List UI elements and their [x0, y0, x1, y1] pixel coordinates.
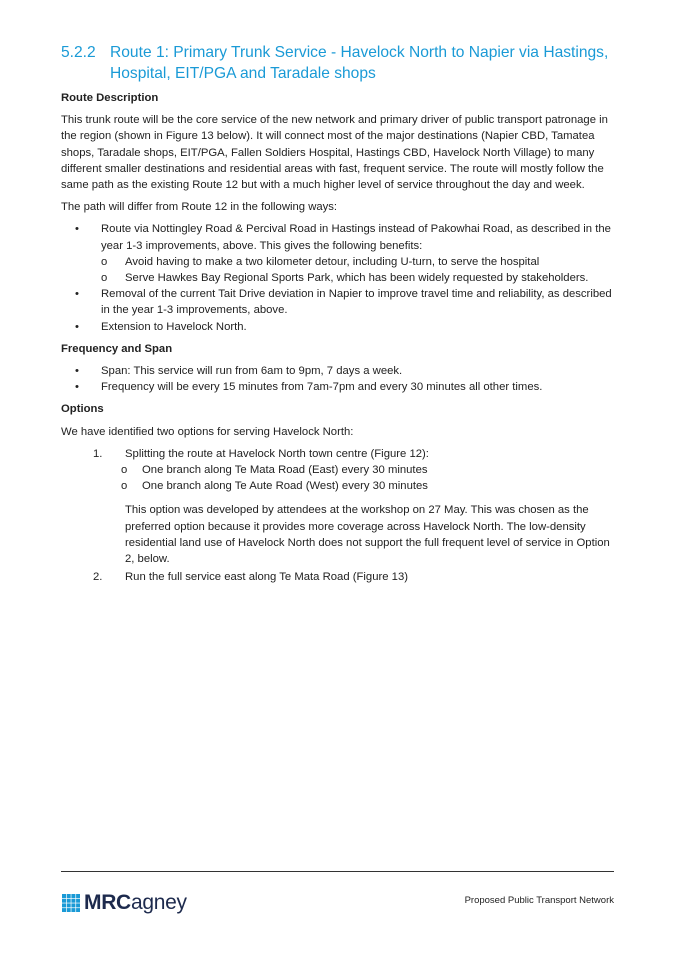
section-title: Route 1: Primary Trunk Service - Havelock North to Napier via Hastings, Hospital, EIT/PGA and Taradale shops [110, 44, 609, 82]
company-logo [62, 890, 187, 916]
list-item-text: Frequency will be every 15 minutes from 7am-7pm and every 30 minutes all other times. [101, 381, 543, 394]
option-sublist [121, 462, 613, 494]
options-list [61, 446, 613, 586]
list-item-text: Span: This service will run from 6am to 9pm, 7 days a week. [101, 365, 403, 378]
bullet-marker: • [75, 365, 79, 378]
route-description-heading: Route Description [61, 92, 159, 104]
sublist-item-text: Serve Hawkes Bay Regional Sports Park, which has been widely requested by stakeholders. [125, 272, 589, 285]
route-differences-intro: The path will differ from Route 12 in the following ways: [61, 201, 338, 214]
option-item [61, 569, 613, 585]
footer-divider [61, 871, 614, 872]
route-differences-list [61, 221, 613, 334]
sublist-item-text: Avoid having to make a two kilometer detour, including U-turn, to serve the hospital [125, 255, 540, 268]
options-intro: We have identified two options for serving Havelock North: [61, 425, 354, 438]
document-body [61, 90, 613, 585]
circle-marker: o [101, 272, 108, 285]
option-description: This option was developed by attendees at the workshop on 27 May. This was chosen as the preferred option because it provides more coverage across Havelock North. The low-density residential land use of Havelock North does not support the full frequent level of service in Option 2, below. [125, 504, 610, 566]
bullet-marker: • [75, 288, 79, 301]
list-item [61, 379, 613, 395]
option-text: Run the full service east along Te Mata Road (Figure 13) [125, 571, 408, 584]
list-item [61, 319, 613, 335]
circle-marker: o [121, 464, 128, 477]
frequency-heading: Frequency and Span [61, 342, 173, 355]
logo-text-light: agney [130, 891, 187, 914]
bullet-marker: • [75, 320, 79, 333]
benefits-sublist [101, 254, 613, 286]
option-text: Splitting the route at Havelock North town centre (Figure 12): [125, 447, 429, 460]
section-number: 5.2.2 [61, 44, 96, 61]
list-item-text: Removal of the current Tait Drive deviation in Napier to improve travel time and reliability, as described in the year 1-3 improvements, above. [101, 288, 612, 317]
bullet-marker: • [75, 223, 79, 236]
list-item [61, 286, 613, 318]
list-item-text: Extension to Havelock North. [101, 320, 247, 333]
route-description-paragraph: This trunk route will be the core service of the new network and primary driver of public transport patronage in the region (shown in Figure 13 below). It will connect most of the major destinations (Napier CBD, Tamatea shops, Taradale shops, EIT/PGA, Fallen Soldiers Hospital, Hastings CBD, Havelock North Village) to many different smaller destinations and residential areas with fast, frequent service. The route will mostly follow the same path as the existing Route 12 but with a much higher level of service throughout the day and week. [61, 114, 608, 192]
sublist-item [101, 270, 613, 286]
option-number: 1. [93, 447, 103, 460]
footer-document-title: Proposed Public Transport Network [464, 895, 614, 906]
section-heading [61, 42, 621, 84]
list-item-text: Route via Nottingley Road & Percival Road in Hastings instead of Pakowhai Road, as described in the year 1-3 improvements, above. This gives the following benefits: [101, 223, 611, 252]
sublist-item [121, 462, 613, 478]
frequency-list [61, 363, 613, 395]
sublist-item-text: One branch along Te Aute Road (West) every 30 minutes [142, 480, 428, 493]
sublist-item [121, 478, 613, 494]
logo-wordmark [84, 891, 187, 915]
sublist-item-text: One branch along Te Mata Road (East) every 30 minutes [142, 464, 428, 477]
circle-marker: o [101, 255, 108, 268]
logo-text-bold: MRC [84, 891, 131, 914]
mrcagney-logo-icon [62, 894, 80, 912]
list-item [61, 221, 613, 286]
option-item [61, 446, 613, 567]
sublist-item [101, 254, 613, 270]
circle-marker: o [121, 480, 128, 493]
options-heading: Options [61, 403, 104, 416]
option-number: 2. [93, 571, 103, 584]
list-item [61, 363, 613, 379]
bullet-marker: • [75, 381, 79, 394]
